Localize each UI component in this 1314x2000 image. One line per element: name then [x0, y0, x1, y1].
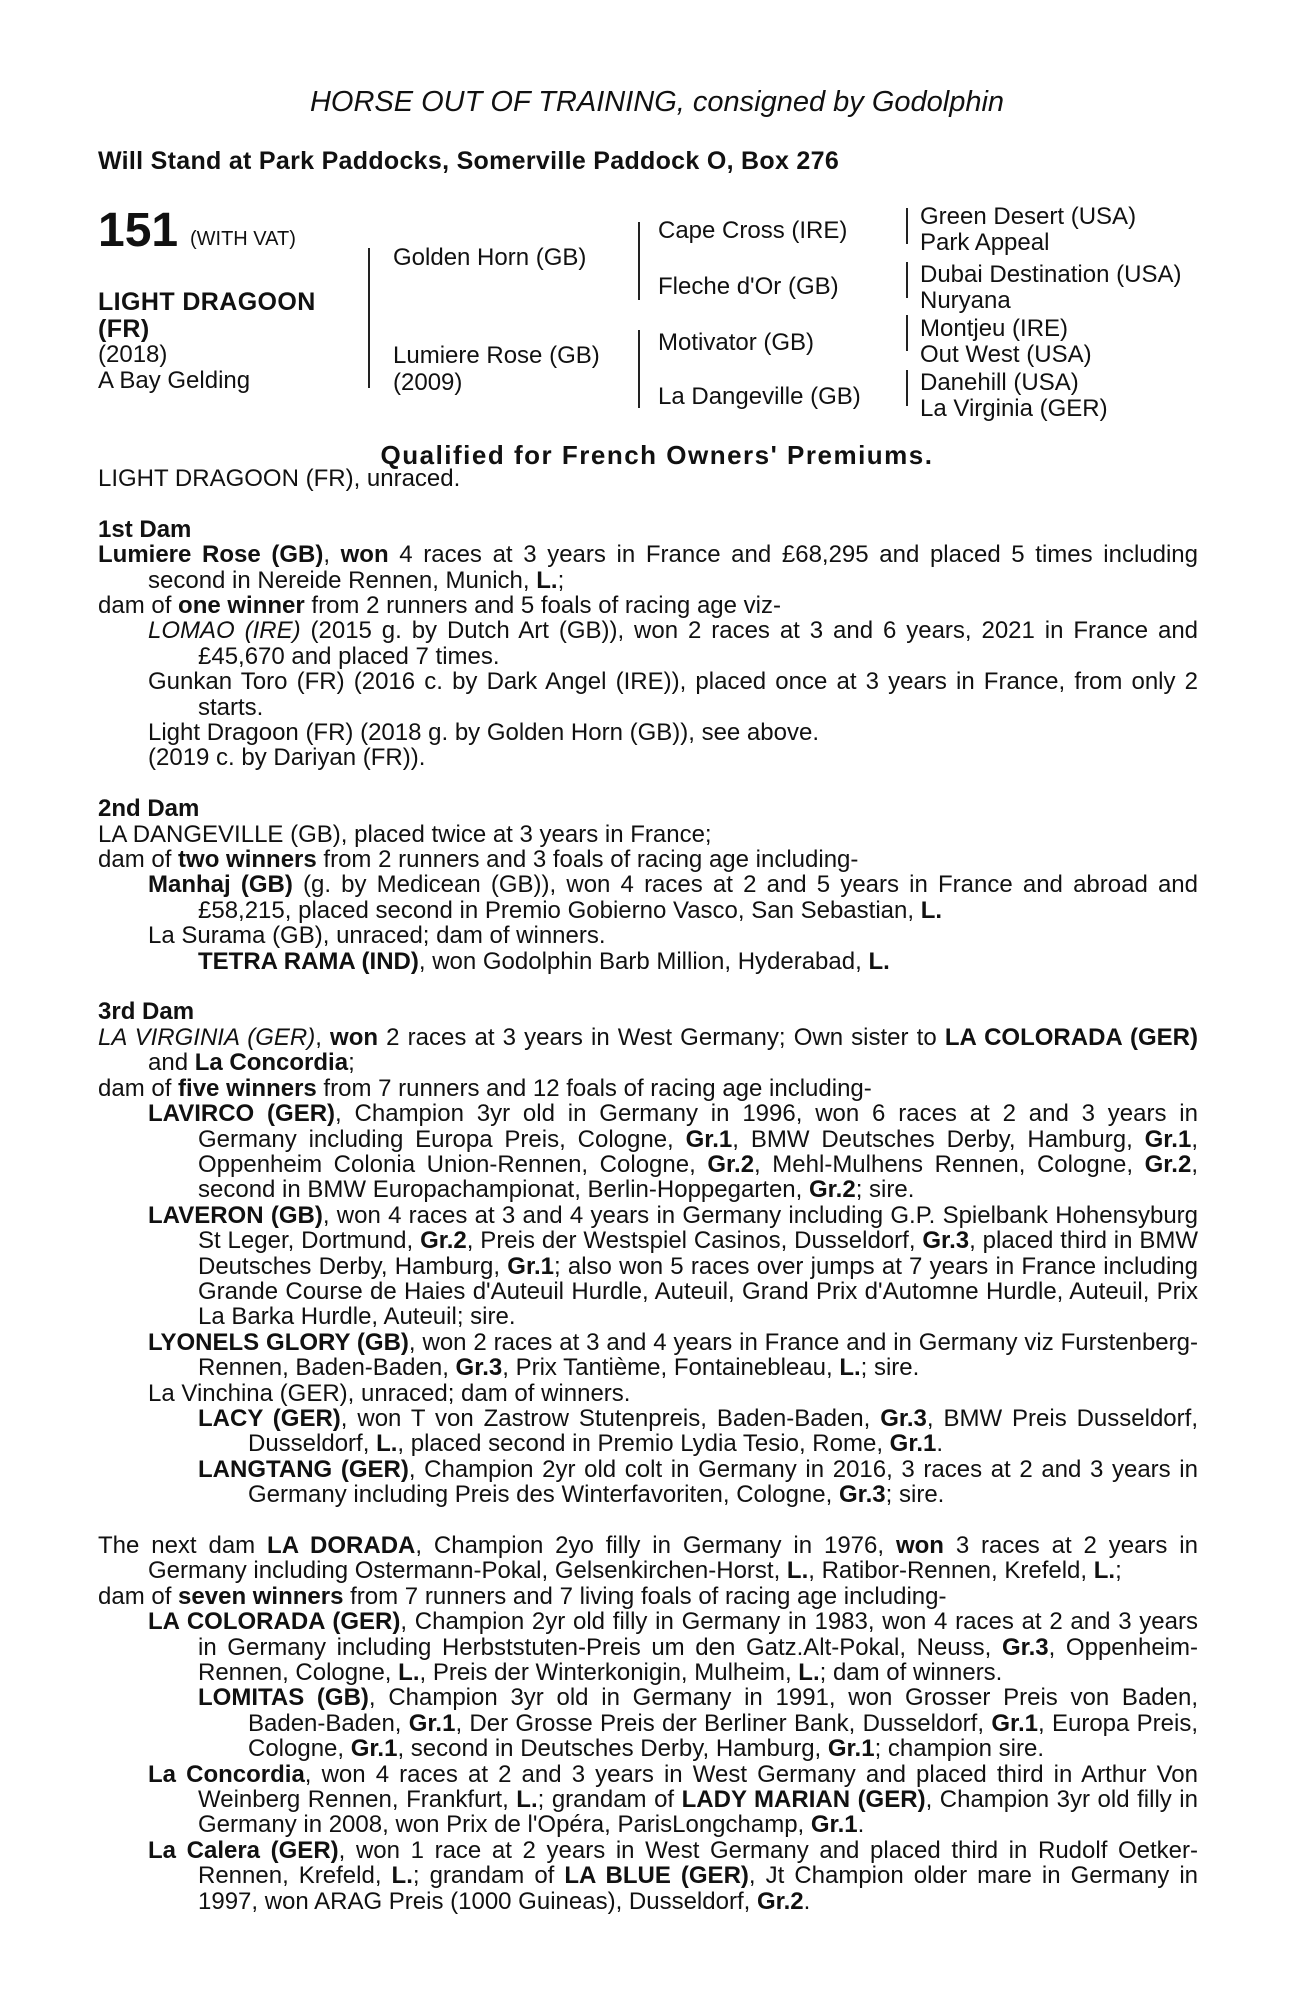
text: , won Godolphin Barb Million, Hyderabad,	[418, 947, 869, 975]
text: dam of	[98, 1074, 179, 1102]
third-dam-grandfoal-lacy	[98, 1406, 1198, 1457]
text: , Jt Champion older mare in Germany in 1997, won ARAG Preis (1000 Guineas), Dusseldorf,	[198, 1862, 1199, 1915]
pedigree-dam-dam: La Dangeville (GB)	[658, 383, 861, 410]
text: , Champion 2yr old filly in Germany in 1983, won 4 races at 2 and 3 years in Germany including Herbststuten-Preis um den Gatz.Alt-Pokal, Neuss,	[198, 1608, 1198, 1661]
grade: Gr.2	[420, 1227, 467, 1255]
text: , Champion 2yo filly in Germany in 1976,	[415, 1532, 896, 1559]
grade: Gr.2	[756, 1887, 804, 1915]
foal-name: La Concordia	[148, 1760, 305, 1788]
grade: Gr.3	[1001, 1633, 1049, 1661]
text: ; also won 5 races over jumps at 7 years in France including Grande Course de Haies d'Auteuil Hurdle, Auteuil, Grand Prix d'Automne Hurdle, Auteuil, Prix La Barka Hurdle, Auteuil; sire.	[198, 1252, 1198, 1331]
page-title: HORSE OUT OF TRAINING, consigned by Godolphin	[309, 86, 1005, 118]
foal-name: LACY (GER)	[198, 1404, 341, 1432]
text: from 7 runners and 12 foals of racing age including-	[316, 1074, 872, 1102]
pedigree-g4: Nuryana	[920, 287, 1011, 314]
foal-name: TETRA RAMA (IND)	[198, 947, 419, 975]
grade: L.	[868, 947, 890, 975]
text: , second in BMW Europachampionat, Berlin-Hoppegarten,	[198, 1150, 1198, 1204]
foal-name: LA COLORADA (GER)	[148, 1608, 401, 1636]
text: , Champion 3yr old in Germany in 1991, won Grosser Preis von Baden, Baden-Baden,	[248, 1684, 1199, 1737]
sister-name: La Concordia	[194, 1049, 349, 1077]
dam-name: LA VIRGINIA (GER)	[98, 1023, 316, 1051]
second-dam-record: LA DANGEVILLE (GB), placed twice at 3 years in France;	[98, 820, 712, 848]
pedigree-g5: Montjeu (IRE)	[920, 315, 1069, 342]
text: ; sire.	[855, 1176, 915, 1204]
text: from 7 runners and 7 living foals of racing age including-	[343, 1582, 947, 1610]
winners-count: seven winners	[178, 1582, 344, 1610]
text: , Ratibor-Rennen, Krefeld,	[808, 1557, 1094, 1585]
winners-count: one winner	[178, 592, 305, 620]
dam-name: LA DORADA	[267, 1532, 416, 1559]
pedigree-g2: Park Appeal	[920, 229, 1050, 256]
text: , placed second in Premio Lydia Tesio, Rome,	[397, 1430, 890, 1458]
pedigree-brace-2	[638, 222, 640, 300]
grade: Gr.2	[1144, 1150, 1192, 1178]
text: , Preis der Winterkonigin, Mulheim,	[419, 1659, 799, 1687]
pedigree-sire: Golden Horn (GB)	[393, 244, 587, 271]
text: , Champion 3yr old filly in Germany in 2008, won Prix de l'Opéra, ParisLongchamp,	[198, 1786, 1198, 1839]
first-dam-heading: 1st Dam	[98, 515, 192, 543]
grade: Gr.1	[350, 1735, 398, 1763]
first-dam-foal-3: Light Dragoon (FR) (2018 g. by Golden Horn (GB)), see above.	[148, 719, 819, 747]
grade: Gr.1	[685, 1125, 733, 1153]
catalogue-body	[98, 466, 1198, 1914]
winners-count: five winners	[178, 1074, 317, 1102]
pedigree-dam-sire: Motivator (GB)	[658, 329, 815, 356]
grade: L.	[376, 1430, 398, 1458]
text: , won 2 races at 3 and 4 years in France and in Germany viz Furstenberg-Rennen, Baden-Baden,	[198, 1328, 1198, 1382]
grade: Gr.1	[991, 1709, 1039, 1737]
horse-name-country: (FR)	[98, 315, 150, 343]
first-dam-name: Lumiere Rose (GB)	[98, 541, 324, 569]
grade: L.	[516, 1786, 538, 1814]
text: (2015 g. by Dutch Art (GB)), won 2 races at 3 and 6 years, 2021 in France and £45,670 and placed 7 times.	[198, 617, 1199, 670]
text: , Mehl-Mulhens Rennen, Cologne,	[754, 1150, 1145, 1178]
text: .	[803, 1887, 811, 1915]
foal-name: LANGTANG (GER)	[198, 1455, 409, 1483]
text: ; grandam of	[412, 1862, 565, 1890]
lot-number: 151	[98, 204, 179, 257]
grade: L.	[536, 566, 558, 594]
pedigree-sire-dam: Fleche d'Or (GB)	[658, 273, 839, 300]
next-dam-foal-colorada	[98, 1609, 1198, 1685]
second-dam-foal-manhaj	[98, 872, 1198, 923]
pedigree-g3: Dubai Destination (USA)	[920, 261, 1182, 288]
pedigree-g6: Out West (USA)	[920, 341, 1092, 368]
grade: Gr.3	[880, 1404, 927, 1432]
text: ;	[1115, 1557, 1122, 1585]
grade: L.	[839, 1354, 861, 1382]
text: , Europa Preis, Cologne,	[248, 1709, 1199, 1763]
text: (g. by Medicean (GB)), won 4 races at 2 and 5 years in France and abroad and £58,215, placed second in Premio Gobierno Vasco, San Sebastian,	[198, 871, 1198, 924]
text: ;	[557, 566, 565, 594]
foal-name: LADY MARIAN (GER)	[681, 1786, 926, 1814]
third-dam-foal-lyonels	[98, 1330, 1198, 1381]
pedigree-g8: La Virginia (GER)	[920, 395, 1108, 422]
horse-description: A Bay Gelding	[98, 367, 251, 394]
first-dam-foal-2: Gunkan Toro (FR) (2016 c. by Dark Angel (IRE)), placed once at 3 years in France, from only 2 starts.	[148, 668, 1198, 721]
third-dam-produce-summary	[98, 1076, 1198, 1101]
horse-year: (2018)	[98, 341, 168, 368]
winners-count: two winners	[178, 846, 317, 874]
grade: L.	[920, 896, 943, 924]
text: , won 4 races at 3 and 4 years in Germany including G.P. Spielbank Hohensyburg St Leger, Dortmund,	[198, 1201, 1199, 1255]
text: ;	[348, 1049, 355, 1077]
vat-note: (WITH VAT)	[190, 228, 296, 250]
third-dam-record: LA VIRGINIA (GER), won 2 races at 3 years in West Germany; Own sister to LA COLORADA (GER) and La Concordia;	[98, 1023, 1198, 1077]
first-dam-record: Lumiere Rose (GB), won 4 races at 3 years in France and £68,295 and placed 5 times including second in Nereide Rennen, Munich, L.;	[98, 541, 1198, 594]
text: dam of	[98, 846, 179, 874]
first-dam-foal-4: (2019 c. by Dariyan (FR)).	[148, 744, 426, 772]
grade: L.	[1093, 1557, 1116, 1585]
text: , won 4 races at 2 and 3 years in West Germany and placed third in Arthur Von Weinberg Rennen, Frankfurt,	[198, 1760, 1198, 1814]
pedigree-brace-5	[906, 262, 908, 298]
text: , won T von Zastrow Stutenpreis, Baden-Baden,	[340, 1404, 881, 1432]
foal-name: LAVERON (GB)	[148, 1201, 323, 1229]
horse-name: LIGHT DRAGOON	[98, 288, 316, 316]
text: , Oppenheim-Rennen, Cologne,	[198, 1633, 1198, 1687]
pedigree-g1: Green Desert (USA)	[920, 203, 1137, 230]
text: and	[148, 1049, 195, 1077]
text: ; sire.	[885, 1481, 945, 1509]
stand-location: Will Stand at Park Paddocks, Somerville Paddock O, Box 276	[98, 147, 840, 175]
grade: Gr.1	[827, 1735, 875, 1763]
next-dam-foal-concordia	[98, 1762, 1198, 1838]
grade: Gr.3	[838, 1481, 886, 1509]
grade: L.	[798, 1659, 820, 1687]
text: , Der Grosse Preis der Berliner Bank, Dusseldorf,	[455, 1709, 992, 1737]
text: , placed third in BMW Deutsches Derby, Hamburg,	[198, 1227, 1198, 1280]
next-dam-produce-summary	[98, 1584, 1198, 1609]
grade: Gr.1	[507, 1252, 554, 1280]
foal-name: LYONELS GLORY (GB)	[148, 1328, 409, 1356]
text: from 2 runners and 3 foals of racing age including-	[316, 846, 859, 874]
text: 4 races at 3 years in France and £68,295 and placed 5 times including second in Nereide Rennen, Munich,	[148, 541, 1198, 594]
unraced-line: LIGHT DRAGOON (FR), unraced.	[98, 465, 461, 492]
sister-name: LA COLORADA (GER)	[944, 1023, 1198, 1051]
grade: L.	[391, 1862, 413, 1890]
text: ; champion sire.	[874, 1735, 1044, 1763]
foal-name: LOMITAS (GB)	[198, 1684, 369, 1712]
text: , second in Deutsches Derby, Hamburg,	[397, 1735, 828, 1763]
grade: Gr.3	[922, 1227, 970, 1255]
text: , Prix Tantième, Fontainebleau,	[502, 1354, 840, 1382]
text: from 2 runners and 5 foals of racing age viz-	[304, 592, 781, 620]
second-dam-produce-summary	[98, 847, 1198, 872]
text: , BMW Deutsches Derby, Hamburg,	[732, 1125, 1145, 1153]
grade: L.	[398, 1659, 420, 1687]
text: dam of	[98, 1582, 179, 1610]
next-dam-foal-calera	[98, 1838, 1198, 1914]
first-dam-produce-summary	[98, 593, 1198, 618]
grade: Gr.1	[810, 1811, 858, 1839]
foal-name: LAVIRCO (GER)	[148, 1100, 336, 1128]
third-dam-foal-laveron	[98, 1203, 1198, 1330]
text: The next dam	[98, 1532, 268, 1559]
text: 3 races at 2 years in Germany including Ostermann-Pokal, Gelsenkirchen-Horst,	[148, 1532, 1198, 1585]
second-dam-heading: 2nd Dam	[98, 795, 200, 823]
grade: Gr.2	[707, 1150, 755, 1178]
third-dam-grandfoal-langtang	[98, 1457, 1198, 1508]
first-dam-foal-1	[98, 618, 1198, 669]
text: 2 races at 3 years in West Germany; Own sister to	[378, 1023, 945, 1051]
text: dam of	[98, 592, 179, 620]
pedigree-dam-year: (2009)	[393, 369, 463, 396]
text: , Preis der Westspiel Casinos, Dusseldorf,	[466, 1227, 923, 1255]
text: .	[857, 1811, 865, 1839]
text: , BMW Preis Dusseldorf, Dusseldorf,	[248, 1404, 1198, 1458]
pedigree-brace-6	[906, 315, 908, 351]
pedigree-brace-1	[368, 248, 370, 388]
third-dam-heading: 3rd Dam	[98, 998, 195, 1026]
grade: Gr.1	[889, 1430, 937, 1458]
second-dam-foal-surama: La Surama (GB), unraced; dam of winners.	[148, 922, 606, 950]
pedigree-brace-3	[638, 330, 640, 408]
text: , won 1 race at 2 years in West Germany and placed third in Rudolf Oetker-Rennen, Krefeld,	[198, 1836, 1199, 1890]
qualified-note: Qualified for French Owners' Premiums.	[380, 440, 934, 470]
pedigree-g7: Danehill (USA)	[920, 369, 1079, 396]
pedigree-sire-sire: Cape Cross (IRE)	[658, 217, 848, 244]
pedigree-brace-4	[906, 208, 908, 244]
text: , Champion 2yr old colt in Germany in 2016, 3 races at 2 and 3 years in Germany including Preis des Winterfavoriten, Cologne,	[248, 1455, 1198, 1509]
grade: Gr.3	[455, 1354, 503, 1382]
text: , Oppenheim Colonia Union-Rennen, Cologne,	[198, 1125, 1198, 1178]
text: , Champion 3yr old in Germany in 1996, won 6 races at 2 and 3 years in Germany including Europa Preis, Cologne,	[198, 1100, 1198, 1153]
grade: Gr.2	[809, 1176, 856, 1204]
third-dam-foal-vinchina: La Vinchina (GER), unraced; dam of winners.	[148, 1379, 631, 1407]
third-dam-foal-lavirco	[98, 1101, 1198, 1203]
won-word: won	[895, 1532, 944, 1559]
foal-name: LA BLUE (GER)	[564, 1862, 749, 1890]
text: ; sire.	[860, 1354, 920, 1382]
next-dam-record	[98, 1533, 1198, 1584]
foal-name: Manhaj (GB)	[148, 871, 293, 899]
pedigree-dam: Lumiere Rose (GB)	[393, 342, 600, 369]
won-word: won	[330, 1023, 379, 1051]
foal-name: LOMAO (IRE)	[148, 617, 301, 645]
grade: L.	[786, 1557, 809, 1585]
pedigree-brace-7	[906, 370, 908, 406]
next-dam-grandfoal-lomitas	[98, 1685, 1198, 1761]
text: ; dam of winners.	[819, 1659, 1003, 1687]
won-word: won	[340, 541, 389, 569]
text: .	[936, 1430, 944, 1458]
grade: Gr.1	[408, 1709, 456, 1737]
text: ; grandam of	[537, 1786, 682, 1814]
grade: Gr.1	[1144, 1125, 1192, 1153]
second-dam-grandfoal-tetra	[98, 949, 1198, 974]
foal-name: La Calera (GER)	[148, 1836, 339, 1864]
